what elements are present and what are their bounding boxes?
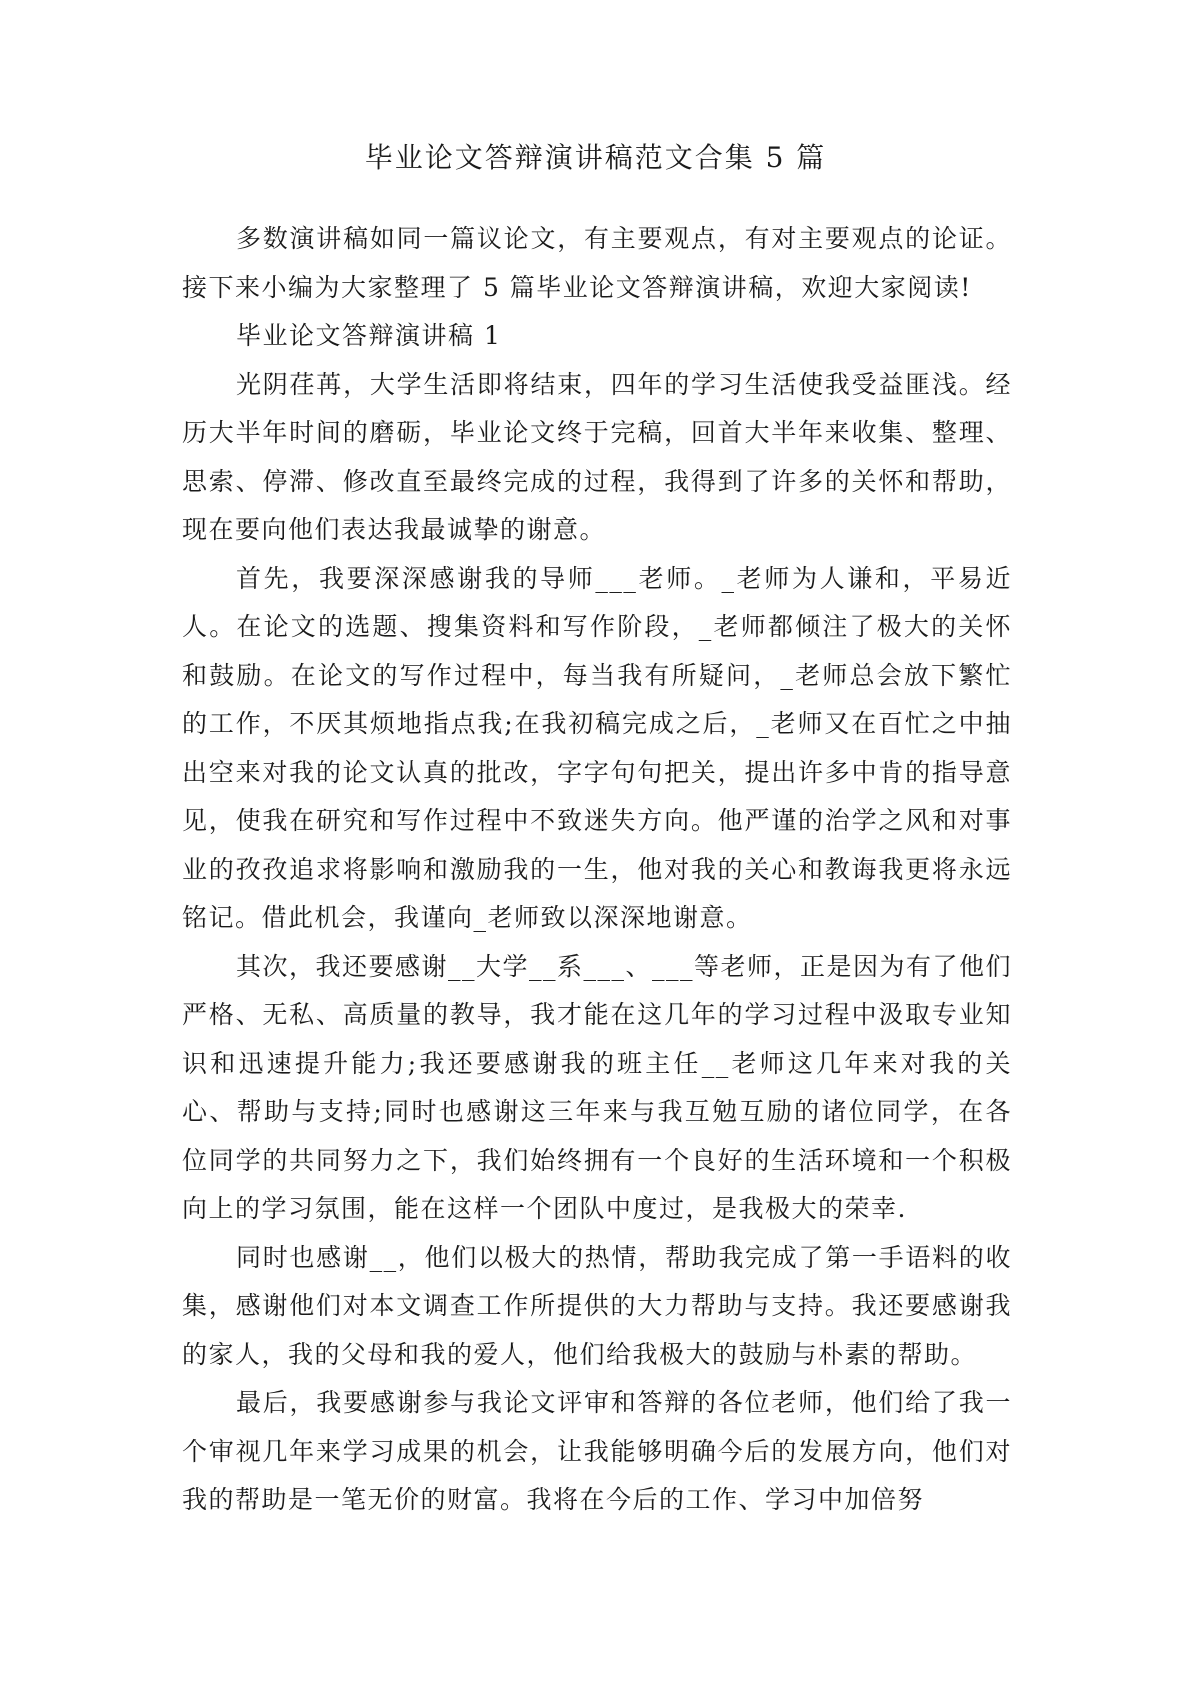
body-paragraph: 首先，我要深深感谢我的导师___老师。_老师为人谦和，平易近人。在论文的选题、搜集资料和写作阶段，_老师都倾注了极大的关怀和鼓励。在论文的写作过程中，每当我有所疑问，_老师总会放下繁忙的工作，不厌其烦地指点我;在我初稿完成之后，_老师又在百忙之中抽出空来对我的论文认真的批改，字字句句把关，提出许多中肯的指导意见，使我在研究和写作过程中不致迷失方向。他严谨的治学之风和对事业的孜孜追求将影响和激励我的一生，他对我的关心和教诲我更将永远铭记。借此机会，我谨向_老师致以深深地谢意。 (182, 563, 1012, 932)
body-paragraph: 其次，我还要感谢__大学__系___、___等老师，正是因为有了他们严格、无私、高质量的教导，我才能在这几年的学习过程中汲取专业知识和迅速提升能力;我还要感谢我的班主任__老师这几年来对我的关心、帮助与支持;同时也感谢这三年来与我互勉互励的诸位同学，在各位同学的共同努力之下，我们始终拥有一个良好的生活环境和一个积极向上的学习氛围，能在这样一个团队中度过，是我极大的荣幸. (182, 951, 1013, 1223)
body-paragraph: 最后，我要感谢参与我论文评审和答辩的各位老师，他们给了我一个审视几年来学习成果的机会，让我能够明确今后的发展方向，他们对我的帮助是一笔无价的财富。我将在今后的工作、学习中加倍努 (182, 1388, 1012, 1514)
document-body (182, 215, 1012, 1525)
body-paragraph: 光阴荏苒，大学生活即将结束，四年的学习生活使我受益匪浅。经历大半年时间的磨砺，毕业论文终于完稿，回首大半年来收集、整理、思索、停滞、修改直至最终完成的过程，我得到了许多的关怀和帮助，现在要向他们表达我最诚挚的谢意。 (182, 369, 1012, 544)
body-paragraph: 同时也感谢__，他们以极大的热情，帮助我完成了第一手语料的收集，感谢他们对本文调查工作所提供的大力帮助与支持。我还要感谢我的家人，我的父母和我的爱人，他们给我极大的鼓励与朴素的帮助。 (182, 1242, 1012, 1369)
intro-paragraph: 多数演讲稿如同一篇议论文，有主要观点，有对主要观点的论证。接下来小编为大家整理了 5 篇毕业论文答辩演讲稿，欢迎大家阅读! (182, 224, 1012, 302)
document-title: 毕业论文答辩演讲稿范文合集 5 篇 (364, 141, 827, 174)
section-heading: 毕业论文答辩演讲稿 1 (236, 321, 502, 350)
